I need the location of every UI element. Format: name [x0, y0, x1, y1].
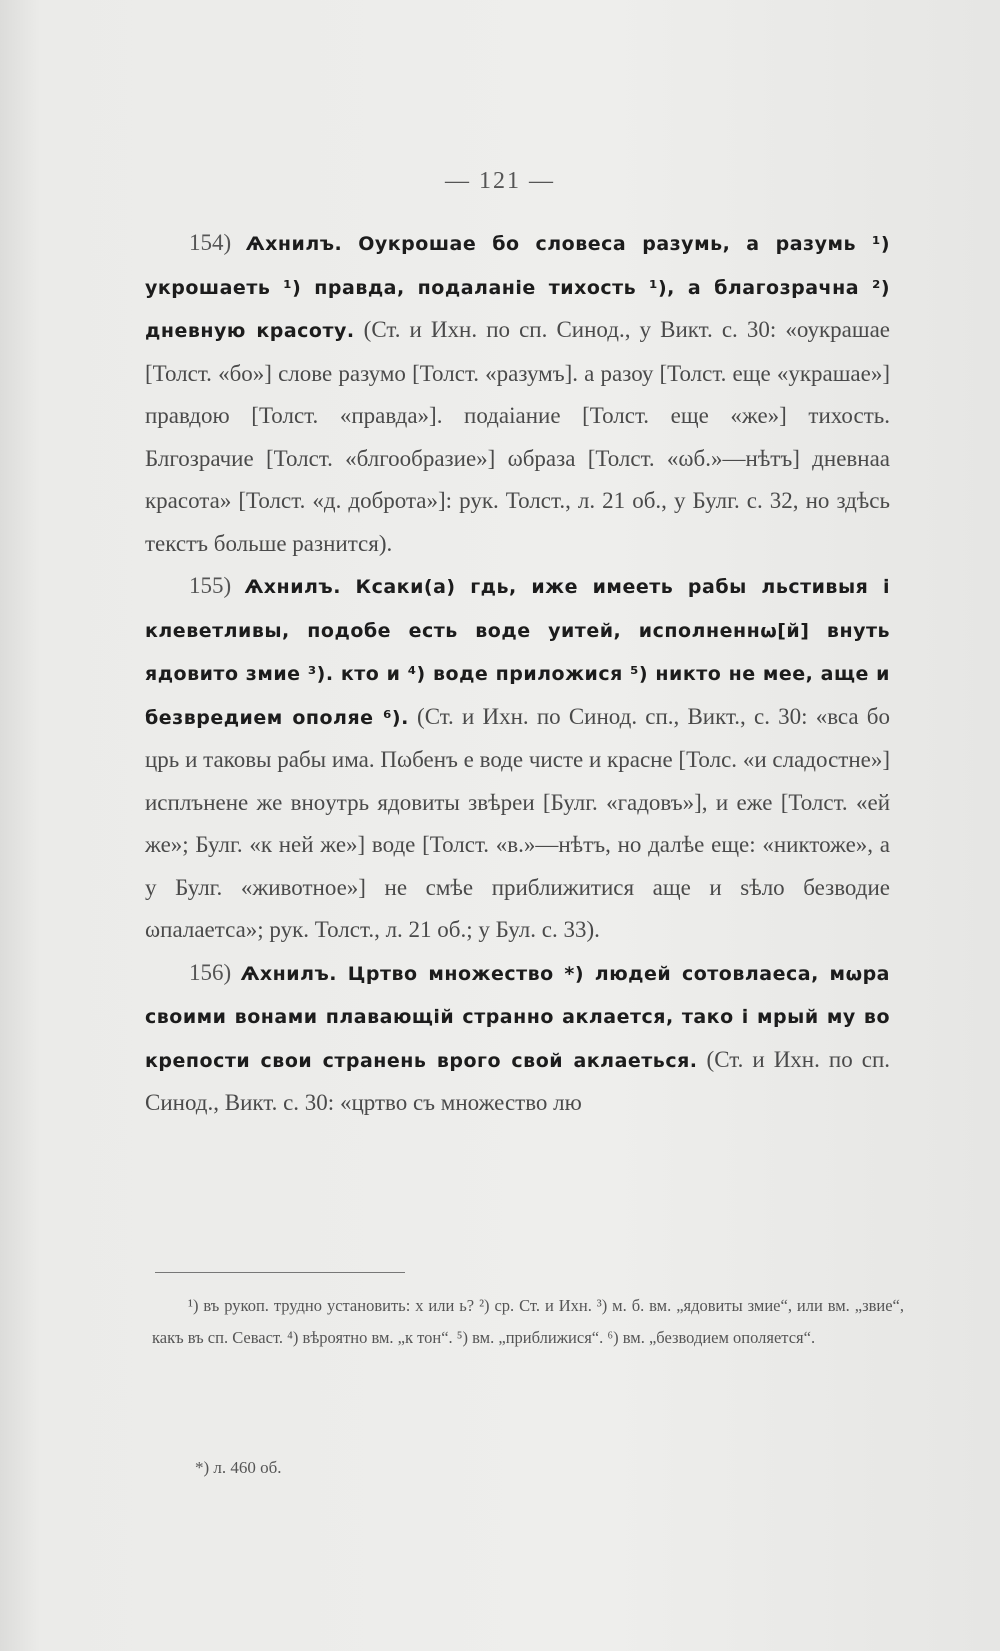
entry-number: 156): [189, 959, 232, 985]
slavonic-text: Ѧхнилъ. Ксаки(а) гдь, иже имееть рабы льстивыя і клеветливы, подобе есть воде уитей, исполненнω[й] внуть ядовито змие ³). кто и ⁴) воде приложися ⁵) никто не мее, аще и безвредием ополяе ⁶).: [145, 576, 890, 729]
asterisk-footnote: *) л. 460 об.: [195, 1458, 282, 1477]
entry-154: [145, 222, 890, 565]
entry-number: 154): [189, 230, 232, 255]
page-number: — 121 —: [445, 168, 555, 194]
entry-number: 155): [189, 573, 232, 598]
entry-156: [145, 952, 890, 1125]
slavonic-text: Ѧхнилъ. Цртво множество *) людей сотовлаеса, мωра своими вонами плавающій странно аклается, тако і мрый му во крепости свои странень врого свой аклаеться.: [145, 962, 891, 1072]
footnote-divider: [155, 1272, 405, 1273]
slavonic-text: Ѧхнилъ. Оукрошае бо словеса разумь, а разумь ¹) укрошаеть ¹) правда, подаланіе тихость ¹), а благозрачна ²) дневную красоту.: [145, 233, 891, 342]
commentary-text: (Ст. и Ихн. по Синод. сп., Викт., с. 30: «вса бо црь и таковы рабы има. Пωбенъ е воде чисте и красне [Толс. «и сладостне»] исплънене же внoутрь ядовиты звѣреи [Булг. «гадовъ»], и еже [Толст. «ей же»; Булг. «к ней же»] воде [Толст. «в.»—нѣтъ, но далѣе еще: «никтоже», а у Булг. «животное»] не смѣе приближитися аще и sѣло безводие ωпалаетса»; рук. Толст., л. 21 об.; у Бул. с. 33).: [145, 703, 891, 942]
footnote-text: ¹) въ рукоп. трудно установить: х или ь? ²) ср. Ст. и Ихн. ³) м. б. вм. „ядовиты змие“, или вм. „звие“, какъ въ сп. Севаст. ⁴) вѣроятно вм. „к тон“. ⁵) вм. „приближися“. ⁶) вм. „безводием ополяется“.: [152, 1296, 904, 1347]
commentary-text: (Ст. и Ихн. по сп. Синод., у Викт. с. 30: «оукрашае [Толст. «бо»] слове разумо [Толст. «разумъ]. а разоу [Толст. еще «украшае»] правдою [Толст. «правда»]. подаіание [Толст. еще «же»] тихость. Блгозрачие [Толст. «блгообразие»] ωбраза [Толст. «ωб.»—нѣтъ] дневнаа красота» [Толст. «д. доброта»]: рук. Толст., л. 21 об., у Булг. с. 32, но здѣсь текстъ больше разнится).: [145, 317, 890, 556]
main-text: [145, 222, 890, 1125]
footnotes: [152, 1290, 904, 1354]
entry-155: [145, 565, 890, 952]
commentary-text: (Ст. и Ихн. по сп. Синод., Викт. с. 30: «цртво съ множество лю: [145, 1046, 890, 1115]
